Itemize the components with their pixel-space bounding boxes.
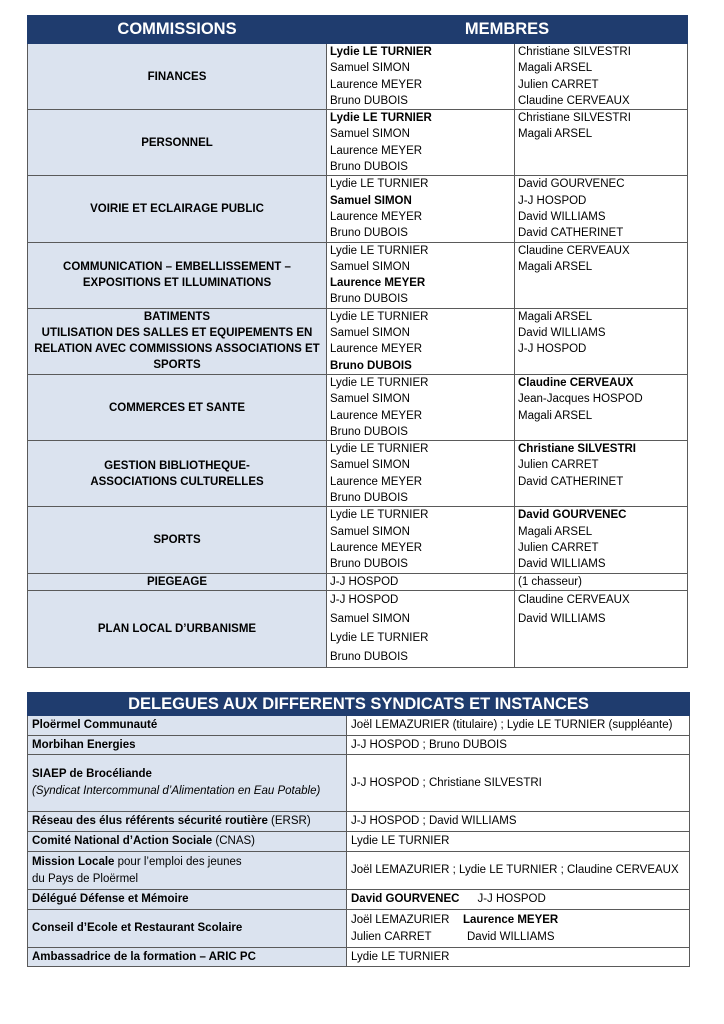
- commission-name-line: PERSONNEL: [141, 136, 213, 149]
- delegate-label-main: Réseau des élus référents sécurité routière: [32, 815, 268, 827]
- commission-row: [28, 573, 688, 590]
- member-name: Samuel SIMON: [330, 260, 410, 273]
- members-header: MEMBRES: [327, 16, 688, 44]
- member-name: Christiane SILVESTRI: [518, 46, 631, 58]
- delegate-label-extra: (ERSR): [267, 815, 311, 827]
- delegate-row: [28, 755, 690, 812]
- commission-name-line: COMMERCES ET SANTE: [108, 401, 246, 414]
- commission-name-line: BATIMENTS: [143, 311, 211, 324]
- delegate-label: [28, 910, 347, 948]
- commission-row: [28, 441, 688, 507]
- member-name: David CATHERINET: [518, 475, 624, 488]
- delegate-value: J-J HOSPOD ; David WILLIAMS: [347, 812, 690, 832]
- delegate-row: [28, 716, 690, 736]
- member-name: Bruno DUBOIS: [330, 650, 408, 663]
- delegate-label-main: Morbihan Energies: [32, 738, 136, 751]
- member-name: Lydie LE TURNIER: [330, 376, 429, 389]
- commission-name-line: GESTION BIBLIOTHEQUE-: [104, 459, 250, 472]
- delegate-value: [347, 910, 690, 948]
- delegates-table: [27, 692, 690, 967]
- commission-row: [28, 110, 688, 176]
- member-name: J-J HOSPOD: [518, 194, 587, 207]
- member-name: Laurence MEYER: [330, 475, 423, 488]
- commission-row: [28, 44, 688, 110]
- commission-name-line: EXPOSITIONS ET ILLUMINATIONS: [82, 277, 272, 290]
- member-name: Lydie LE TURNIER: [330, 244, 429, 257]
- member-name: Lydie LE TURNIER: [330, 509, 429, 522]
- delegate-row: [28, 736, 690, 755]
- commission-name-line: RELATION AVEC COMMISSIONS ASSOCIATIONS ET: [34, 343, 320, 356]
- commission-row: [28, 507, 688, 573]
- commission-name-line: PLAN LOCAL D’URBANISME: [97, 622, 257, 635]
- member-list: [515, 507, 688, 573]
- commission-row: [28, 308, 688, 374]
- member-name: Samuel SIMON: [330, 62, 410, 75]
- commission-row: [28, 176, 688, 242]
- commission-name-line: SPORTS: [153, 359, 201, 372]
- delegate-label-main: Conseil d’Ecole et Restaurant Scolaire: [32, 922, 243, 934]
- commission-row: [28, 374, 688, 440]
- member-list: [515, 308, 688, 374]
- member-name: Christiane SILVESTRI: [518, 112, 631, 125]
- delegates-header-row: [28, 693, 690, 716]
- member-name: Claudine CERVEAUX: [518, 244, 630, 257]
- delegate-value: J-J HOSPOD ; Christiane SILVESTRI: [347, 755, 690, 812]
- member-name: Lydie LE TURNIER: [330, 310, 429, 323]
- commission-name: [28, 374, 327, 440]
- member-name: Samuel SIMON: [330, 327, 410, 340]
- commission-name-line: VOIRIE ET ECLAIRAGE PUBLIC: [90, 202, 264, 215]
- member-name: Christiane SILVESTRI: [518, 443, 637, 456]
- member-name: Claudine CERVEAUX: [518, 376, 634, 389]
- delegate-label: [28, 812, 347, 832]
- delegate-label-main: Ploërmel Communauté: [32, 719, 158, 731]
- delegate-label: [28, 736, 347, 755]
- member-name: J-J HOSPOD: [330, 575, 399, 588]
- member-list: [327, 507, 515, 573]
- member-name: Bruno DUBOIS: [330, 227, 408, 240]
- member-name: Magali ARSEL: [518, 62, 593, 75]
- commissions-body: [28, 44, 688, 668]
- member-name: Samuel SIMON: [330, 128, 410, 141]
- member-list: [515, 110, 688, 176]
- commission-row: [28, 590, 688, 667]
- commissions-table: [27, 15, 688, 668]
- commission-name: [28, 590, 327, 667]
- commission-name-line: PIEGEAGE: [146, 575, 208, 588]
- delegate-value: Joël LEMAZURIER ; Lydie LE TURNIER ; Claudine CERVEAUX: [347, 852, 690, 890]
- member-name: Magali ARSEL: [518, 310, 593, 323]
- delegate-row: [28, 812, 690, 832]
- member-name: David CATHERINET: [518, 227, 624, 240]
- commission-name: [28, 176, 327, 242]
- delegate-label-extra: (CNAS): [212, 835, 256, 847]
- delegate-value: Joël LEMAZURIER (titulaire) ; Lydie LE TURNIER (suppléante): [347, 716, 690, 736]
- delegate-label-main: Mission Locale: [32, 855, 115, 868]
- delegate-label-note: (Syndicat Intercommunal d’Alimentation en Eau Potable): [32, 785, 321, 797]
- member-name: Laurence MEYER: [330, 541, 423, 554]
- commission-name: [28, 110, 327, 176]
- member-name: (1 chasseur): [518, 575, 582, 588]
- member-name: Magali ARSEL: [518, 525, 593, 538]
- commission-row: [28, 242, 688, 308]
- member-name: J-J HOSPOD: [518, 343, 587, 356]
- member-list: [327, 308, 515, 374]
- member-list: [327, 242, 515, 308]
- member-name: Samuel SIMON: [330, 612, 410, 625]
- commissions-header-row: [28, 16, 688, 44]
- member-list: [327, 374, 515, 440]
- member-name: Samuel SIMON: [330, 194, 412, 207]
- member-name: Jean-Jacques HOSPOD: [518, 393, 643, 406]
- member-list: [515, 573, 688, 590]
- member-name: Claudine CERVEAUX: [518, 593, 630, 606]
- delegate-row: [28, 910, 690, 948]
- member-name: Julien CARRET: [518, 459, 599, 472]
- member-list: [327, 441, 515, 507]
- delegate-value-a: Julien CARRET: [351, 930, 432, 943]
- commission-name-line: SPORTS: [153, 533, 201, 546]
- delegate-label: [28, 755, 347, 812]
- delegate-label: [28, 948, 347, 967]
- delegate-value-lead: Laurence MEYER: [463, 913, 559, 926]
- delegate-value-lead: David GOURVENEC: [351, 893, 460, 905]
- commission-name-line: UTILISATION DES SALLES ET EQUIPEMENTS EN: [41, 327, 313, 340]
- delegate-label-main: Ambassadrice de la formation – ARIC PC: [32, 950, 256, 963]
- member-list: [327, 110, 515, 176]
- delegate-value: Lydie LE TURNIER: [347, 832, 690, 852]
- commission-name: [28, 44, 327, 110]
- member-name: Laurence MEYER: [330, 210, 423, 223]
- member-name: Samuel SIMON: [330, 525, 410, 538]
- member-name: Lydie LE TURNIER: [330, 112, 432, 125]
- delegate-value-other: J-J HOSPOD: [477, 893, 546, 905]
- member-name: Bruno DUBOIS: [330, 94, 408, 107]
- member-name: Bruno DUBOIS: [330, 359, 412, 372]
- member-name: Bruno DUBOIS: [330, 425, 408, 438]
- member-name: Magali ARSEL: [518, 260, 593, 273]
- delegate-value-a: Joël LEMAZURIER: [351, 913, 450, 926]
- delegate-label: [28, 852, 347, 890]
- delegate-value: Lydie LE TURNIER: [347, 948, 690, 967]
- commission-name-line: FINANCES: [147, 70, 207, 83]
- commissions-header: COMMISSIONS: [28, 16, 327, 44]
- member-name: David WILLIAMS: [518, 612, 606, 625]
- member-list: [515, 590, 688, 667]
- member-list: [327, 573, 515, 590]
- member-name: Magali ARSEL: [518, 409, 593, 422]
- delegate-value-b: David WILLIAMS: [467, 930, 555, 943]
- delegate-label: [28, 716, 347, 736]
- member-name: Laurence MEYER: [330, 78, 423, 91]
- delegate-row: [28, 890, 690, 910]
- delegate-value: [347, 890, 690, 910]
- member-list: [327, 44, 515, 110]
- delegate-label-main: Délégué Défense et Mémoire: [32, 893, 189, 905]
- member-name: Bruno DUBOIS: [330, 293, 408, 306]
- member-name: David WILLIAMS: [518, 558, 606, 571]
- delegate-label-extra-line: du Pays de Ploërmel: [32, 872, 139, 885]
- commission-name: [28, 507, 327, 573]
- delegate-label: [28, 832, 347, 852]
- member-name: Magali ARSEL: [518, 128, 593, 141]
- member-list: [515, 374, 688, 440]
- commission-name-line: COMMUNICATION – EMBELLISSEMENT –: [63, 261, 291, 274]
- member-name: David GOURVENEC: [518, 509, 627, 522]
- member-list: [327, 590, 515, 667]
- member-name: Claudine CERVEAUX: [518, 94, 630, 107]
- commission-name: [28, 242, 327, 308]
- member-name: David GOURVENEC: [518, 178, 625, 191]
- member-list: [327, 176, 515, 242]
- member-name: Laurence MEYER: [330, 144, 423, 157]
- member-name: Lydie LE TURNIER: [330, 443, 429, 456]
- delegates-header: DELEGUES AUX DIFFERENTS SYNDICATS ET INSTANCES: [28, 693, 690, 716]
- member-name: Bruno DUBOIS: [330, 161, 408, 174]
- member-name: David WILLIAMS: [518, 327, 606, 340]
- member-name: Lydie LE TURNIER: [330, 178, 429, 191]
- member-name: Laurence MEYER: [330, 409, 423, 422]
- member-name: Julien CARRET: [518, 78, 599, 91]
- member-name: J-J HOSPOD: [330, 593, 399, 606]
- delegate-value: J-J HOSPOD ; Bruno DUBOIS: [347, 736, 690, 755]
- member-name: Samuel SIMON: [330, 459, 410, 472]
- member-name: Lydie LE TURNIER: [330, 631, 429, 644]
- delegate-label-main: SIAEP de Brocéliande: [32, 768, 152, 780]
- member-name: Julien CARRET: [518, 541, 599, 554]
- member-name: Samuel SIMON: [330, 393, 410, 406]
- member-list: [515, 242, 688, 308]
- member-name: Laurence MEYER: [330, 343, 423, 356]
- member-name: Bruno DUBOIS: [330, 558, 408, 571]
- commission-name: [28, 308, 327, 374]
- delegate-row: [28, 832, 690, 852]
- delegate-label: [28, 890, 347, 910]
- delegate-row: [28, 948, 690, 967]
- commission-name: [28, 573, 327, 590]
- commission-name: [28, 441, 327, 507]
- member-list: [515, 176, 688, 242]
- member-name: David WILLIAMS: [518, 210, 606, 223]
- member-name: Bruno DUBOIS: [330, 492, 408, 505]
- commission-name-line: ASSOCIATIONS CULTURELLES: [90, 475, 264, 488]
- delegate-label-extra: pour l’emploi des jeunes: [114, 855, 242, 868]
- member-list: [515, 441, 688, 507]
- member-list: [515, 44, 688, 110]
- member-name: Lydie LE TURNIER: [330, 46, 432, 58]
- member-name: Laurence MEYER: [330, 277, 426, 290]
- delegate-row: [28, 852, 690, 890]
- delegate-label-main: Comité National d’Action Sociale: [32, 835, 213, 847]
